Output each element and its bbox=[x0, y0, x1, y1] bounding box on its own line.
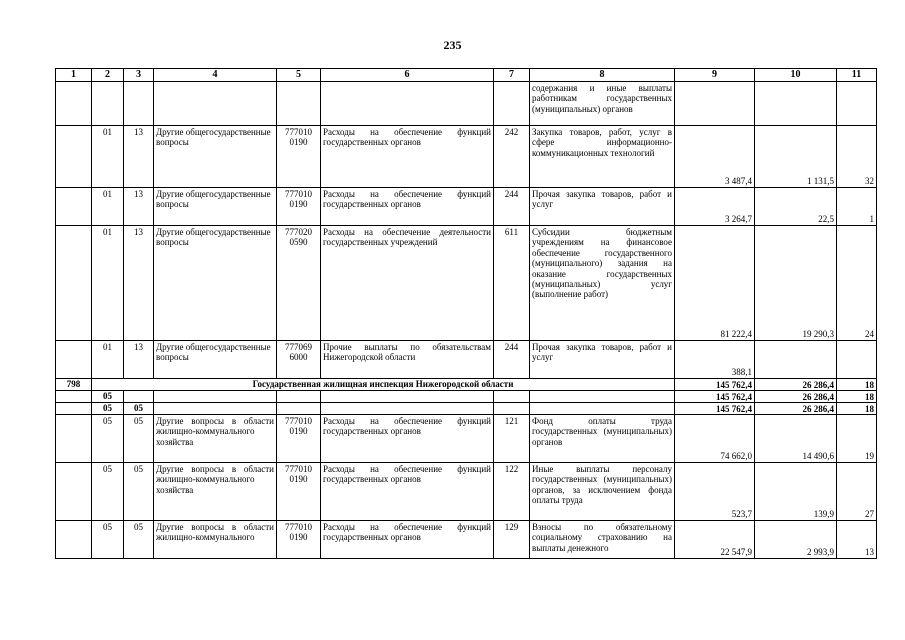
article-name-cell: Расходы на обеспечение функций государственных органов bbox=[321, 521, 494, 559]
article-name-cell: Расходы на обеспечение функций государственных органов bbox=[321, 463, 494, 521]
expense-code-cell: 121 bbox=[494, 415, 530, 463]
percent-cell: 18 bbox=[837, 379, 877, 391]
expense-code-cell: 244 bbox=[494, 188, 530, 226]
actual-amount-cell bbox=[755, 341, 837, 379]
subsection-cell: 13 bbox=[124, 341, 154, 379]
expense-code-cell: 611 bbox=[494, 226, 530, 341]
article-name-cell: Расходы на обеспечение функций государственных органов bbox=[321, 126, 494, 188]
actual-amount-cell: 26 286,4 bbox=[755, 379, 837, 391]
section-cell: 01 bbox=[92, 341, 124, 379]
subsection-cell: 05 bbox=[124, 403, 154, 415]
agency-code-cell: 798 bbox=[56, 379, 92, 391]
plan-amount-cell: 74 662,0 bbox=[675, 415, 755, 463]
article-name-cell: Расходы на обеспечение функций государственных органов bbox=[321, 415, 494, 463]
table-row bbox=[56, 126, 877, 188]
expense-code-cell: 129 bbox=[494, 521, 530, 559]
header-cell: 4 bbox=[154, 69, 277, 82]
expense-type-cell: Фонд оплаты труда государственных (муниципальных) органов bbox=[530, 415, 675, 463]
plan-amount-cell: 3 264,7 bbox=[675, 188, 755, 226]
header-cell: 8 bbox=[530, 69, 675, 82]
section-name-cell: Другие общегосударственные вопросы bbox=[154, 226, 277, 341]
header-cell: 2 bbox=[92, 69, 124, 82]
section-name-cell: Другие вопросы в области жилищно-коммунального хозяйства bbox=[154, 463, 277, 521]
budget-table bbox=[55, 68, 877, 559]
plan-amount-cell: 145 762,4 bbox=[675, 379, 755, 391]
expense-type-cell: Прочая закупка товаров, работ и услуг bbox=[530, 188, 675, 226]
table-row bbox=[56, 463, 877, 521]
section-name-cell: Другие общегосударственные вопросы bbox=[154, 188, 277, 226]
actual-amount-cell: 14 490,6 bbox=[755, 415, 837, 463]
subsection-cell: 05 bbox=[124, 463, 154, 521]
expense-type-cell: Взносы по обязательному социальному страхованию на выплаты денежного bbox=[530, 521, 675, 559]
section-name-cell: Другие общегосударственные вопросы bbox=[154, 126, 277, 188]
agency-total-row bbox=[56, 379, 877, 391]
article-name-cell: Расходы на обеспечение функций государственных органов bbox=[321, 188, 494, 226]
percent-cell: 1 bbox=[837, 188, 877, 226]
plan-amount-cell: 145 762,4 bbox=[675, 403, 755, 415]
percent-cell: 18 bbox=[837, 403, 877, 415]
target-article-cell: 777010 0190 bbox=[277, 463, 321, 521]
subsection-cell: 05 bbox=[124, 521, 154, 559]
table-row bbox=[56, 188, 877, 226]
expense-type-cell: содержания и иные выплаты работникам государственных (муниципальных) органов bbox=[530, 82, 675, 126]
target-article-cell: 777020 0590 bbox=[277, 226, 321, 341]
target-article-cell: 777010 0190 bbox=[277, 188, 321, 226]
table-row bbox=[56, 82, 877, 126]
expense-code-cell: 244 bbox=[494, 341, 530, 379]
section-cell: 05 bbox=[92, 463, 124, 521]
header-cell: 5 bbox=[277, 69, 321, 82]
actual-amount-cell: 2 993,9 bbox=[755, 521, 837, 559]
expense-code-cell: 242 bbox=[494, 126, 530, 188]
percent-cell: 19 bbox=[837, 415, 877, 463]
actual-amount-cell: 26 286,4 bbox=[755, 403, 837, 415]
section-cell: 05 bbox=[92, 521, 124, 559]
expense-type-cell: Иные выплаты персоналу государственных (муниципальных) органов, за исключением фонда оплаты труда bbox=[530, 463, 675, 521]
actual-amount-cell: 1 131,5 bbox=[755, 126, 837, 188]
header-cell: 1 bbox=[56, 69, 92, 82]
expense-type-cell: Субсидии бюджетным учреждениям на финансовое обеспечение государственного (муниципального) задания на оказание государственных (муниципальных) услуг (выполнение работ) bbox=[530, 226, 675, 341]
subsection-cell: 13 bbox=[124, 126, 154, 188]
section-name-cell: Другие общегосударственные вопросы bbox=[154, 341, 277, 379]
subsection-total-row bbox=[56, 403, 877, 415]
article-name-cell: Прочие выплаты по обязательствам Нижегородской области bbox=[321, 341, 494, 379]
section-cell: 01 bbox=[92, 226, 124, 341]
table-row bbox=[56, 341, 877, 379]
section-cell: 05 bbox=[92, 403, 124, 415]
page-number: 235 bbox=[443, 38, 462, 52]
target-article-cell: 777010 0190 bbox=[277, 521, 321, 559]
actual-amount-cell: 26 286,4 bbox=[755, 391, 837, 403]
percent-cell: 24 bbox=[837, 226, 877, 341]
expense-type-cell: Закупка товаров, работ, услуг в сфере информационно-коммуникационных технологий bbox=[530, 126, 675, 188]
header-cell: 10 bbox=[755, 69, 837, 82]
percent-cell bbox=[837, 341, 877, 379]
header-cell: 11 bbox=[837, 69, 877, 82]
article-name-cell: Расходы на обеспечение деятельности государственных учреждений bbox=[321, 226, 494, 341]
section-total-row bbox=[56, 391, 877, 403]
plan-amount-cell: 145 762,4 bbox=[675, 391, 755, 403]
plan-amount-cell: 81 222,4 bbox=[675, 226, 755, 341]
percent-cell: 32 bbox=[837, 126, 877, 188]
percent-cell: 13 bbox=[837, 521, 877, 559]
header-cell: 7 bbox=[494, 69, 530, 82]
header-cell: 9 bbox=[675, 69, 755, 82]
plan-amount-cell: 22 547,9 bbox=[675, 521, 755, 559]
target-article-cell: 777010 0190 bbox=[277, 126, 321, 188]
plan-amount-cell: 388,1 bbox=[675, 341, 755, 379]
actual-amount-cell: 19 290,3 bbox=[755, 226, 837, 341]
section-cell: 01 bbox=[92, 188, 124, 226]
subsection-cell: 13 bbox=[124, 226, 154, 341]
actual-amount-cell: 139,9 bbox=[755, 463, 837, 521]
percent-cell: 27 bbox=[837, 463, 877, 521]
subsection-cell: 13 bbox=[124, 188, 154, 226]
table-row bbox=[56, 521, 877, 559]
section-name-cell: Другие вопросы в области жилищно-коммунального bbox=[154, 521, 277, 559]
plan-amount-cell: 523,7 bbox=[675, 463, 755, 521]
table-row bbox=[56, 226, 877, 341]
section-cell: 05 bbox=[92, 391, 124, 403]
section-cell: 01 bbox=[92, 126, 124, 188]
header-cell: 6 bbox=[321, 69, 494, 82]
target-article-cell: 777010 0190 bbox=[277, 415, 321, 463]
target-article-cell: 777069 6000 bbox=[277, 341, 321, 379]
expense-code-cell: 122 bbox=[494, 463, 530, 521]
plan-amount-cell: 3 487,4 bbox=[675, 126, 755, 188]
expense-type-cell: Прочая закупка товаров, работ и услуг bbox=[530, 341, 675, 379]
section-name-cell: Другие вопросы в области жилищно-коммунального хозяйства bbox=[154, 415, 277, 463]
section-cell: 05 bbox=[92, 415, 124, 463]
subsection-cell: 05 bbox=[124, 415, 154, 463]
percent-cell: 18 bbox=[837, 391, 877, 403]
header-cell: 3 bbox=[124, 69, 154, 82]
header-row bbox=[56, 69, 877, 82]
actual-amount-cell: 22,5 bbox=[755, 188, 837, 226]
table-row bbox=[56, 415, 877, 463]
agency-name-cell: Государственная жилищная инспекция Нижегородской области bbox=[92, 379, 675, 391]
